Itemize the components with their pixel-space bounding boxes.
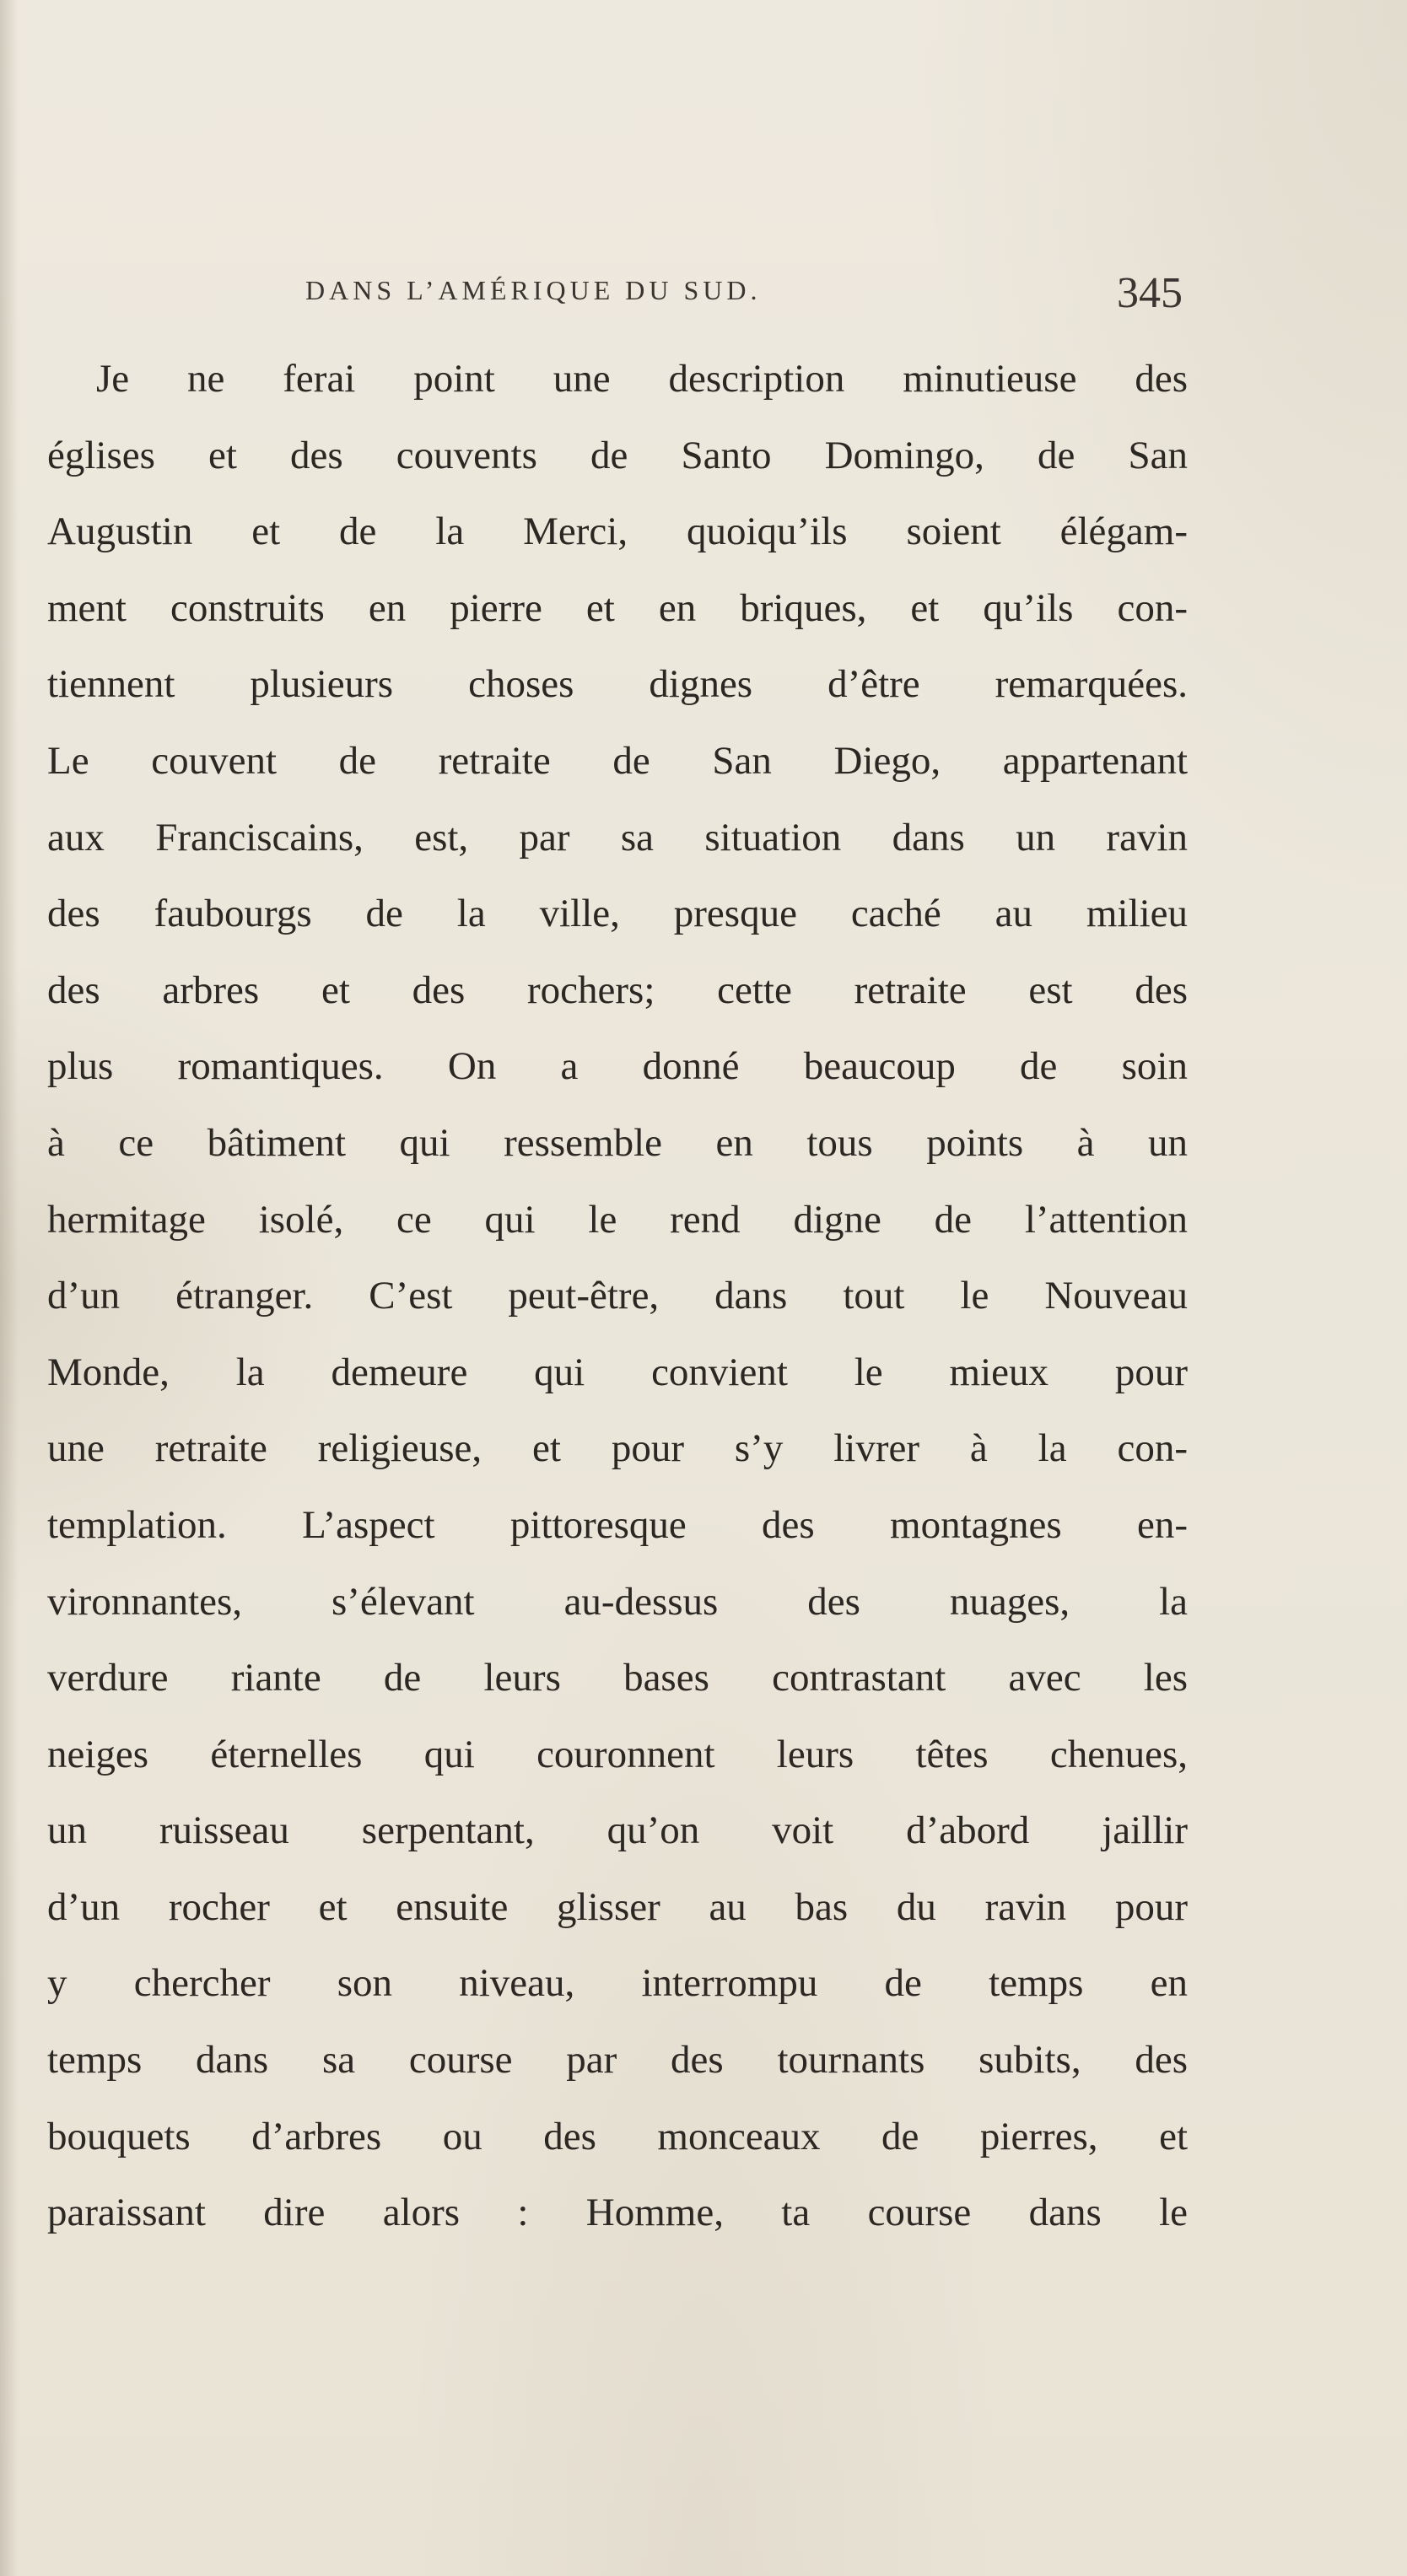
text-line: églises et des couvents de Santo Domingo, de San (47, 433, 1188, 477)
text-line: y chercher son niveau, interrompu de temps en (47, 1961, 1188, 2006)
text-line: d’un rocher et ensuite glisser au bas du ravin pour (47, 1884, 1188, 1929)
text-line: ment construits en pierre et en briques, et qu’ils con- (47, 585, 1188, 630)
text-line: aux Franciscains, est, par sa situation dans un ravin (47, 815, 1188, 860)
page-number: 345 (1117, 269, 1183, 317)
text-line: hermitage isolé, ce qui le rend digne de l’attention (47, 1197, 1188, 1242)
text-line: bouquets d’arbres ou des monceaux de pierres, et (47, 2114, 1188, 2158)
text-line: Augustin et de la Merci, quoiqu’ils soient élégam- (47, 509, 1188, 554)
text-line: vironnantes, s’élevant au-dessus des nuages, la (47, 1579, 1188, 1624)
text-line: plus romantiques. On a donné beaucoup de soin (47, 1044, 1188, 1089)
body-text (47, 341, 1188, 2251)
text-line: tiennent plusieurs choses dignes d’être remarquées. (47, 662, 1188, 707)
text-line: templation. L’aspect pittoresque des montagnes en- (47, 1502, 1188, 1547)
text-line: d’un étranger. C’est peut-être, dans tout le Nouveau (47, 1274, 1188, 1318)
running-title: DANS L’AMÉRIQUE DU SUD. (305, 275, 762, 305)
text-line: Je ne ferai point une description minutieuse des (96, 357, 1188, 401)
text-line: paraissant dire alors : Homme, ta course dans le (47, 2191, 1188, 2235)
page-header (305, 268, 1183, 319)
text-line: Le couvent de retraite de San Diego, appartenant (47, 738, 1188, 783)
text-line: Monde, la demeure qui convient le mieux pour (47, 1350, 1188, 1394)
text-line: des faubourgs de la ville, presque caché au milieu (47, 892, 1188, 936)
text-line: neiges éternelles qui couronnent leurs têtes chenues, (47, 1732, 1188, 1776)
text-line: un ruisseau serpentant, qu’on voit d’abord jaillir (47, 1808, 1188, 1853)
text-line: des arbres et des rochers; cette retraite est des (47, 967, 1188, 1012)
text-line: à ce bâtiment qui ressemble en tous points à un (47, 1120, 1188, 1165)
text-line: verdure riante de leurs bases contrastant avec les (47, 1656, 1188, 1700)
text-line: temps dans sa course par des tournants subits, des (47, 2038, 1188, 2083)
text-line: une retraite religieuse, et pour s’y livrer à la con- (47, 1426, 1188, 1471)
